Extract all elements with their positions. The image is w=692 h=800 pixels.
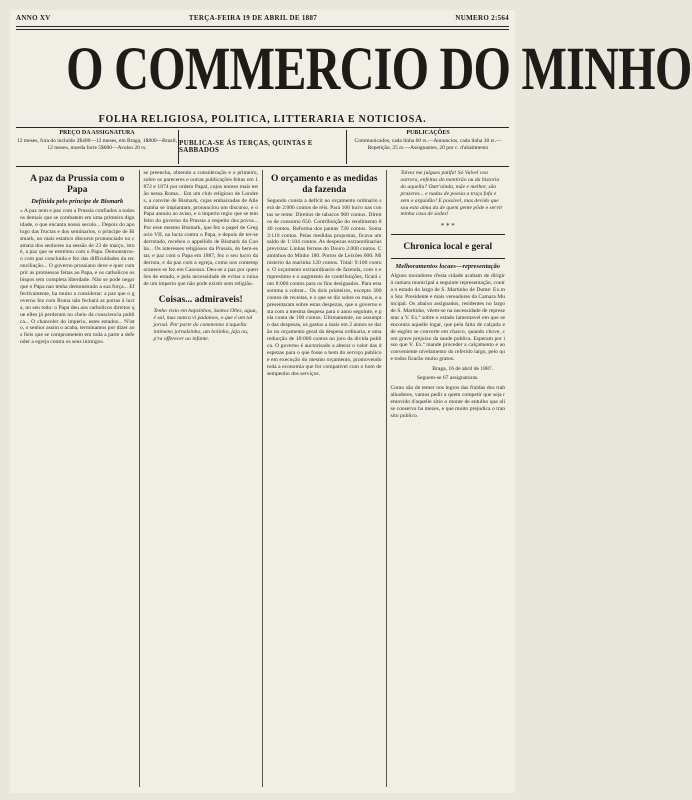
newspaper-title: O COMMERCIO DO MINHO: [66, 36, 692, 103]
article-body: Alguns moradores d'esta cidade acabam de dirigir á camara municipal a seguinte representação, contra o estado do largo de S. Martinho de Dume: Ex.mo Snr. Presidente e mais vereadores da Camara Municipal. Os abaixo assignados, residentes no largo de S. Martinho, vêem-se na necessidade de representar a V. Ex.ª sobre o estado lamentavel em que se encontra aquelle logar, que pela falta de calçada e de esgôto se converte em charco, quando chove, com grave prejuizo da saude publica. Esperam por isso que V. Ex.ª mande proceder a calçamento e ao conveniente nivelamento do referido largo, pelo que todos ficarão muito gratos.: [390, 273, 505, 363]
poem-text: Tenho visto em bapsinhos, Santos Obes, agua, é sal, mas nunca vi padamos, o que é um tal jornal. Por parte do commenno n'aquella intimeno jornalzinho, um bolinho, jaja ou, p'ra offerecer ao infante.: [153, 308, 257, 343]
signature-place: Braga, 16 de abril de 1887.: [432, 366, 493, 373]
top-rule-2: [16, 29, 509, 30]
publications-title: PUBLICAÇÕES: [406, 130, 450, 136]
signatures-note: Seguem-se 67 assignaturas.: [416, 375, 479, 382]
publications-box: [347, 130, 509, 164]
schedule-text: PUBLICA-SE ÁS TERÇAS, QUINTAS E SABBADOS: [179, 139, 313, 154]
info-bar: [16, 130, 509, 164]
column-1: [16, 170, 140, 787]
subscription-text: 12 meses, fora do incluido 2$400—12 meses, em Braga, 1$800—Brazil, 12 meses, moeda forte 5$600—Avulso 20 rs.: [17, 138, 177, 151]
article-heading: Coisas... admiraveis!: [158, 295, 243, 306]
section-heading: Chronica local e geral: [403, 242, 493, 253]
article-body: Segundo consta a deficit no orçamento ordinario será de 2:006 contos de réis. Para 100 lucro nas contas se teme: Direitos de tabacos 900 contos. Direitos de consumo 650. Contribuição do rendimento 840 contos. Reforma dos pautas 720 contos. Soma 3:110 contos. Pelas medidas propostas, ficava um saldo de 1:104 contos. As despezas extraordinarias previstas: Linhas ferreas do Douro 2.000 contos. Caminhos do Minho 180. Portos de Leixões 600. Ministerio da marinha 120 contos. Total: 9:100 contos. O orçamento extraordinario de fazenda, com o emprestimo e o augmento de contribuições, ficará com 8:000 contos para os fins designados. Para esta somma a cobrar... Os dois primeiros, excepto 300 contos de receitas, e o que se diz sobre os mais, e apresentaram sobre estas despezas, que o governo esta com a mesma despesa para o anno seguinte, e pela conta de 100 contos. Ultimamente, no assumpto das despesas, os gastos a mais em 2 annos se darão no orçamento geral da despesa ordinaria, e uma reducção de 10:000 contos no juro da divida publica. O governo é auctorisado a alterar o valor das despezas para o que fosse a bem do serviço publico e em execução do mesmo orçamento, promovendo toda a economia que for compativel com o bom desempenho dos serviços.: [267, 198, 382, 377]
article-body: se preencha, obtendo a consideração e o primeiro, sobre os pareceres e outras publicações feitas em 1872 e 1874 por ordem Papal, cujos nomes mais estão nessa Roma... Em um club religioso de Londres, a convite de Bismark, cujas embaixadas de Allemanha se implantam, pronunciou um discurso, e o Papa annuiu ao aviso, e o imperio regio que se tem feito do governo da Prussia a respeito dos povos... Por esse mesmo Bismark, que fez o papel de Gregorio VII, na lucta contra o Papa, e depois de ter-se derrotado, recebeu o appellido de Bismark da Cunha... Os interesses religiosos da Prussia, do bem-estar, e paz com o Papa em 1887, fez o seu lucro da derrota, e da paz com a egreja, como nos contemporaneos se fez em Canossa. Deu-se a paz por questões de estado, e pela necessidade de evitar a ruina de um imperio que não pode existir sem religião.: [143, 170, 258, 287]
section-divider: * * *: [440, 222, 455, 231]
column-2: [140, 170, 264, 787]
top-rule: [16, 26, 509, 27]
section-box: [391, 234, 506, 259]
schedule-box: [178, 130, 347, 164]
header-info-line: [16, 14, 509, 24]
column-4: [387, 170, 510, 787]
poem-text: Talvez me julgaes patifa! Só Valvel voa outrora, enfeitas do montirão ou da historia do aquella? Outr'ainda, mãe e melhor, são prazeres... e nadas de poesia a troça fofa e sem o arguidão! E possivel, mas devido que sou esta alma da de quem gente pôde e servir minha casa de sodes!: [400, 170, 503, 218]
info-rule-top: [16, 127, 509, 128]
issue-date: TERÇA-FEIRA 19 DE ABRIL DE 1887: [188, 14, 318, 22]
article-columns: [16, 170, 509, 787]
publications-text: Communicados, cada linha 60 rs.—Annuncios, cada linha 30 rs.—Repetição, 25 rs.—Assignantes, 20 por c. d'abatimento: [354, 138, 502, 151]
info-rule-bottom: [16, 166, 509, 167]
article-body: « A paz nem e paz com a Prussia confiados a todos os demais que se combatem em uma primeira dignidade, o que encanta nosso seculo... Depois do apologo das fructas e dos seminarios, o principe de Bismark, no mais estatico discurso pronunciado no camara dos senhores na sessão de 23 de março, isto é, a paz que se estreitou com o Papa. Demonstrou-o com paz concluida e fez das difficuldades da reconciliação... O governo prussiano deve e quer cumprir as promessas feitas ao Papa, e os catholicos os bispos tem completa liberdade. Não se pode negar que o Papa nao tenha demonstrado a sua força... Effectivamente, ha muito a considerar: a paz que o governo fez com Roma não fechará as portas à lucta, no seu todo: o Papa deu aos catholicos direitos que elles já perderam no cheio da consciencia publica... O chanceler do imperio, estes estados... N'isto, o senhor assim o acaba, terminamos por dizer aos fieis que se comprometem em toda a parte a defender a egreja contra os seus inimigos.: [20, 208, 135, 346]
issue-year: ANNO XV: [16, 14, 51, 22]
article-body: Como são de temer nos legros das fraldas dos trabalhadores, vamos pedir a quem competir que seja removido d'aquelle sitio o monte de entulho que ali se conserva ha mezes, e que muito prejudica o transito publico.: [390, 385, 505, 419]
column-3: [263, 170, 387, 787]
subscription-title: PREÇO DA ASSIGNATURA: [59, 130, 135, 136]
article-subheading: Definida pelo principe de Bismark: [31, 198, 124, 205]
issue-number: NUMERO 2:564: [455, 14, 509, 22]
note-title: Melhoramentos locaes—representação: [395, 263, 501, 271]
subscription-box: [16, 130, 178, 164]
article-heading: A paz da Prussia com o Papa: [30, 174, 125, 195]
article-heading: O orçamento e as medidas da fazenda: [270, 174, 378, 195]
newspaper-subtitle: FOLHA RELIGIOSA, POLITICA, LITTERARIA E NOTICIOSA.: [98, 114, 427, 125]
newspaper-page: [10, 10, 692, 793]
